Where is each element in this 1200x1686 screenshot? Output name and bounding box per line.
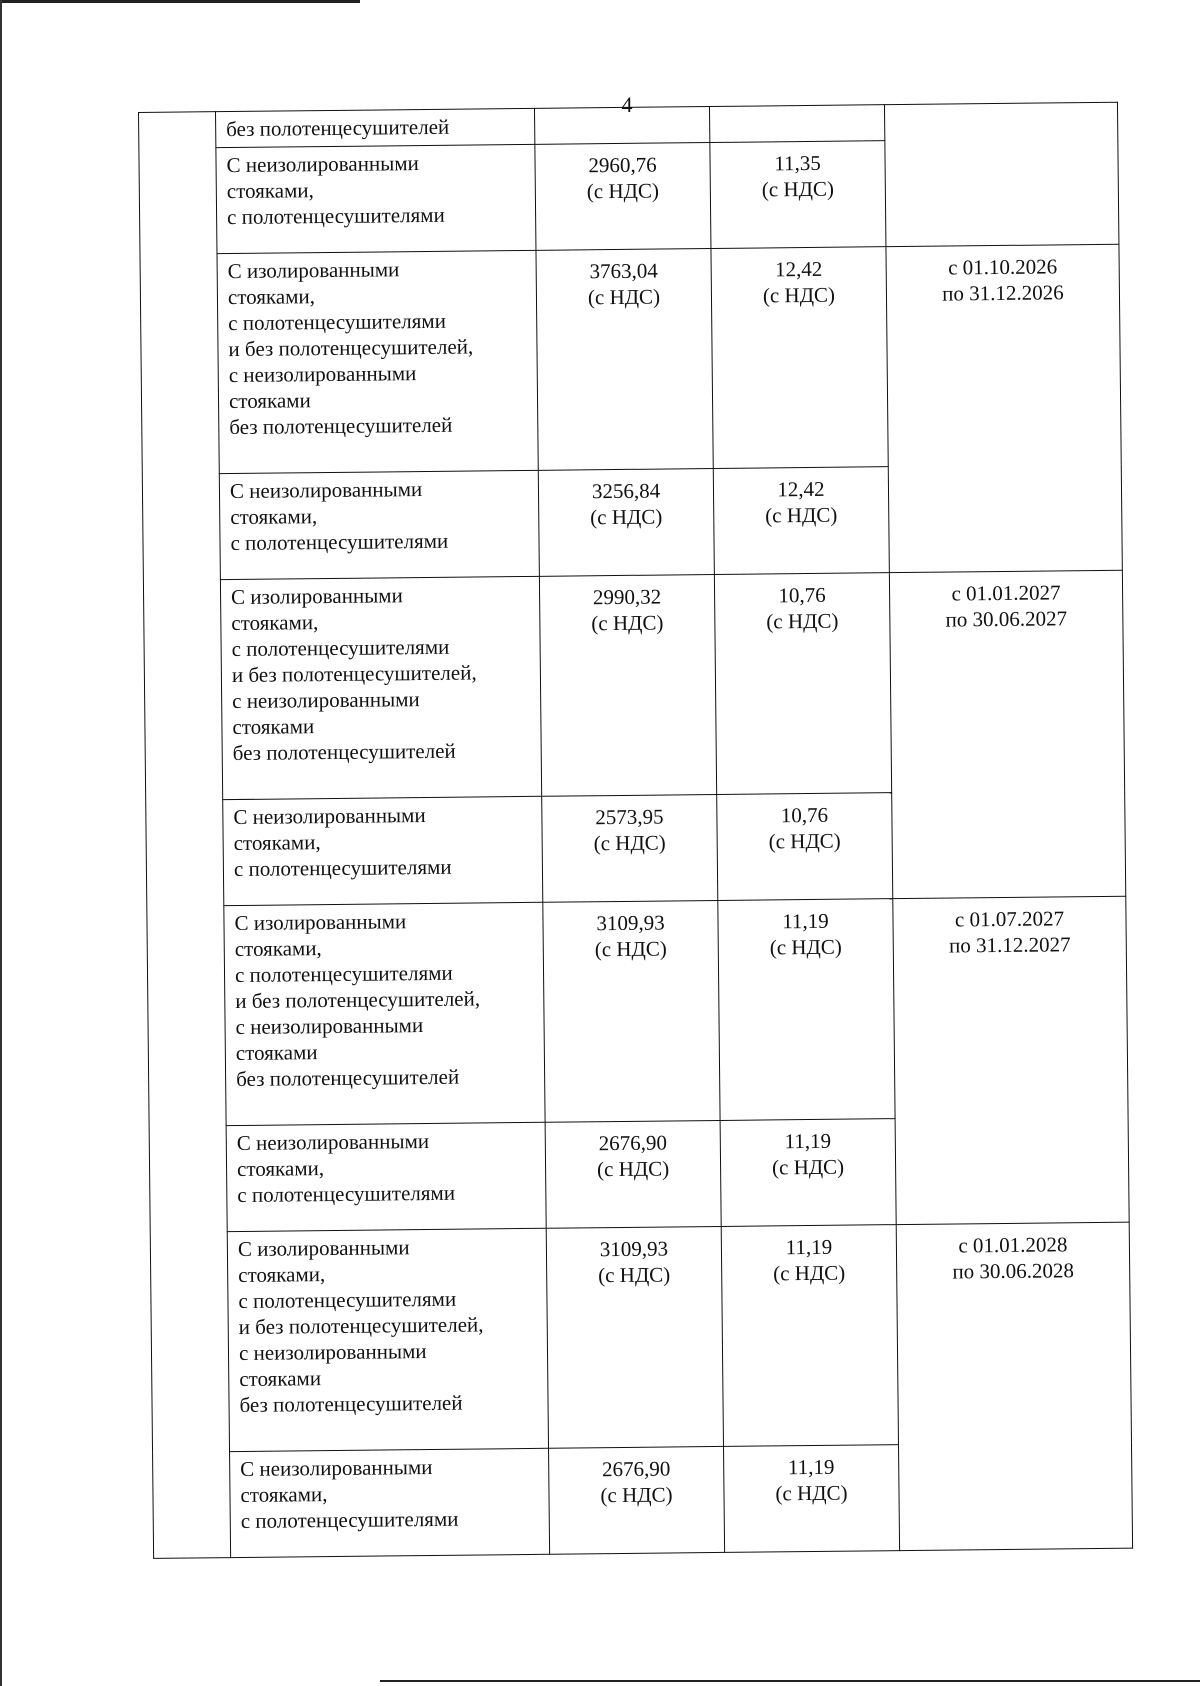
period-to: по 31.12.2027: [948, 932, 1071, 958]
vat-note: (с НДС): [765, 502, 838, 528]
description-line: С неизолированными: [240, 1454, 433, 1482]
description-line: стояками,: [236, 1156, 325, 1182]
table-row: [143, 570, 1124, 800]
rate-value: 10,76: [778, 582, 826, 608]
table-row: [140, 244, 1121, 474]
riser-description-cell: [220, 576, 541, 799]
validity-period-cell: [889, 570, 1125, 898]
vat-note: (с НДС): [596, 1156, 670, 1182]
description-line: без полотенцесушителей: [226, 114, 450, 142]
description-line: без полотенцесушителей: [232, 738, 456, 766]
rate-cell: [714, 573, 891, 795]
description-line: с полотенцесушителями: [234, 960, 453, 988]
table-row: [150, 1222, 1131, 1452]
table-row: [147, 896, 1128, 1126]
rate-value: 11,19: [784, 1128, 832, 1154]
price-cell: [536, 249, 713, 471]
vat-note: (с НДС): [600, 1482, 673, 1508]
page-number: 4: [621, 92, 633, 117]
description-line: без полотенцесушителей: [236, 1064, 460, 1092]
price-cell: [538, 468, 714, 576]
description-line: стояками,: [227, 284, 316, 310]
price-value: 3109,93: [596, 910, 665, 936]
description-line: стояками: [235, 1040, 318, 1066]
period-from: с 01.01.2028: [958, 1232, 1068, 1258]
riser-description-cell: [216, 144, 536, 253]
description-line: с неизолированными: [238, 1339, 427, 1366]
description-line: и без полотенцесушителей,: [238, 1312, 484, 1340]
description-line: с полотенцесушителями: [230, 528, 449, 556]
price-value: 2676,90: [601, 1456, 671, 1482]
price-cell: [542, 794, 718, 902]
rate-value: 11,35: [774, 150, 821, 176]
description-line: С изолированными: [237, 1235, 410, 1262]
period-from: с 01.10.2026: [948, 254, 1058, 280]
rate-cell: [717, 793, 893, 901]
vat-note: (с НДС): [586, 178, 660, 204]
vat-note: (с НДС): [590, 504, 663, 530]
rate-cell: [713, 467, 889, 575]
price-cell: [535, 143, 711, 251]
rate-cell: [720, 1119, 896, 1227]
price-cell: [543, 900, 720, 1122]
price-value: 2676,90: [598, 1130, 668, 1156]
price-value: 2573,95: [595, 804, 664, 830]
period-to: по 31.12.2026: [942, 280, 1064, 306]
price-value: 3109,93: [599, 1236, 669, 1262]
description-line: стояками: [232, 714, 315, 740]
vat-note: (с НДС): [766, 608, 839, 634]
description-line: без полотенцесушителей: [239, 1390, 463, 1418]
description-line: с неизолированными: [232, 687, 420, 714]
vat-note: (с НДС): [773, 1260, 846, 1286]
price-cell: [534, 107, 709, 145]
price-value: 3763,04: [589, 258, 658, 284]
tariff-table: [138, 102, 1133, 1559]
document-body: [138, 102, 1133, 1559]
description-line: с полотенцесушителями: [233, 854, 452, 882]
vat-note: (с НДС): [593, 830, 666, 856]
validity-period-cell: [896, 1222, 1132, 1550]
price-value: 3256,84: [591, 478, 661, 504]
vat-note: (с НДС): [761, 176, 834, 202]
vat-note: (с НДС): [775, 1480, 848, 1506]
rate-cell: [721, 1225, 898, 1447]
description-line: и без полотенцесушителей,: [228, 334, 474, 362]
riser-description-cell: [230, 1448, 550, 1557]
description-line: и без полотенцесушителей,: [235, 986, 481, 1014]
description-line: С неизолированными: [233, 803, 426, 830]
price-cell: [545, 1120, 721, 1228]
description-line: и без полотенцесушителей,: [231, 660, 477, 688]
table-row: [139, 102, 1118, 148]
rate-cell: [718, 899, 895, 1121]
description-line: С изолированными: [230, 583, 403, 610]
rate-value: 11,19: [782, 908, 829, 934]
price-cell: [546, 1226, 723, 1448]
validity-period-cell: [884, 102, 1118, 246]
vat-note: (с НДС): [769, 934, 842, 960]
description-line: с неизолированными: [235, 1013, 424, 1040]
vat-note: (с НДС): [594, 936, 667, 962]
description-line: С изолированными: [234, 909, 407, 936]
period-to: по 30.06.2027: [945, 606, 1068, 632]
period-from: с 01.07.2027: [954, 906, 1065, 932]
description-line: стояками,: [238, 1262, 326, 1288]
rate-cell: [710, 141, 886, 249]
scan-edge-top: [0, 0, 360, 3]
description-line: стояками,: [240, 1482, 328, 1508]
vat-note: (с НДС): [762, 282, 836, 308]
price-cell: [539, 574, 716, 796]
period-from: с 01.01.2027: [951, 580, 1061, 606]
rate-value: 12,42: [774, 256, 823, 282]
rate-cell: [724, 1445, 900, 1553]
riser-description-cell: [216, 108, 535, 147]
description-line: стояками: [239, 1366, 322, 1392]
rate-value: 10,76: [780, 802, 829, 828]
description-line: стояками,: [226, 178, 314, 204]
description-line: стояками: [228, 388, 311, 414]
description-line: с полотенцесушителями: [228, 308, 447, 336]
description-line: с полотенцесушителями: [240, 1506, 459, 1534]
rate-cell: [709, 105, 884, 143]
description-line: С неизолированными: [229, 477, 423, 504]
description-line: стояками,: [231, 610, 319, 636]
vat-note: (с НДС): [587, 284, 661, 310]
description-line: стояками,: [230, 504, 318, 530]
vat-note: (с НДС): [591, 610, 664, 636]
riser-description-cell: [226, 1122, 546, 1231]
description-line: С неизолированными: [236, 1129, 430, 1156]
description-line: С изолированными: [227, 257, 400, 284]
vat-note: (с НДС): [598, 1262, 671, 1288]
description-line: С неизолированными: [226, 151, 419, 178]
description-line: с полотенцесушителями: [238, 1286, 457, 1314]
rate-cell: [711, 247, 888, 469]
vat-note: (с НДС): [771, 1154, 845, 1180]
riser-description-cell: [223, 796, 543, 905]
vat-note: (с НДС): [768, 828, 841, 854]
period-to: по 30.06.2028: [952, 1258, 1075, 1284]
description-line: стояками,: [234, 936, 322, 962]
riser-description-cell: [219, 470, 539, 579]
description-line: с полотенцесушителями: [237, 1180, 456, 1208]
rate-value: 12,42: [777, 476, 825, 502]
description-line: без полотенцесушителей: [229, 412, 453, 440]
riser-description-cell: [227, 1228, 548, 1451]
price-value: 2960,76: [588, 152, 657, 178]
tariff-table-body: [139, 102, 1133, 1558]
description-line: с полотенцесушителями: [231, 634, 450, 662]
rate-value: 11,19: [787, 1454, 835, 1480]
riser-description-cell: [224, 902, 545, 1125]
riser-description-cell: [217, 250, 538, 473]
description-line: стояками,: [233, 830, 321, 856]
validity-period-cell: [886, 244, 1122, 572]
description-line: с полотенцесушителями: [226, 202, 445, 230]
description-line: с неизолированными: [228, 361, 417, 388]
scan-edge-left: [0, 0, 2, 1686]
scan-edge-bottom: [380, 1680, 1200, 1682]
rate-value: 11,19: [785, 1234, 833, 1260]
price-cell: [549, 1446, 725, 1554]
price-value: 2990,32: [592, 584, 662, 610]
validity-period-cell: [893, 896, 1129, 1224]
